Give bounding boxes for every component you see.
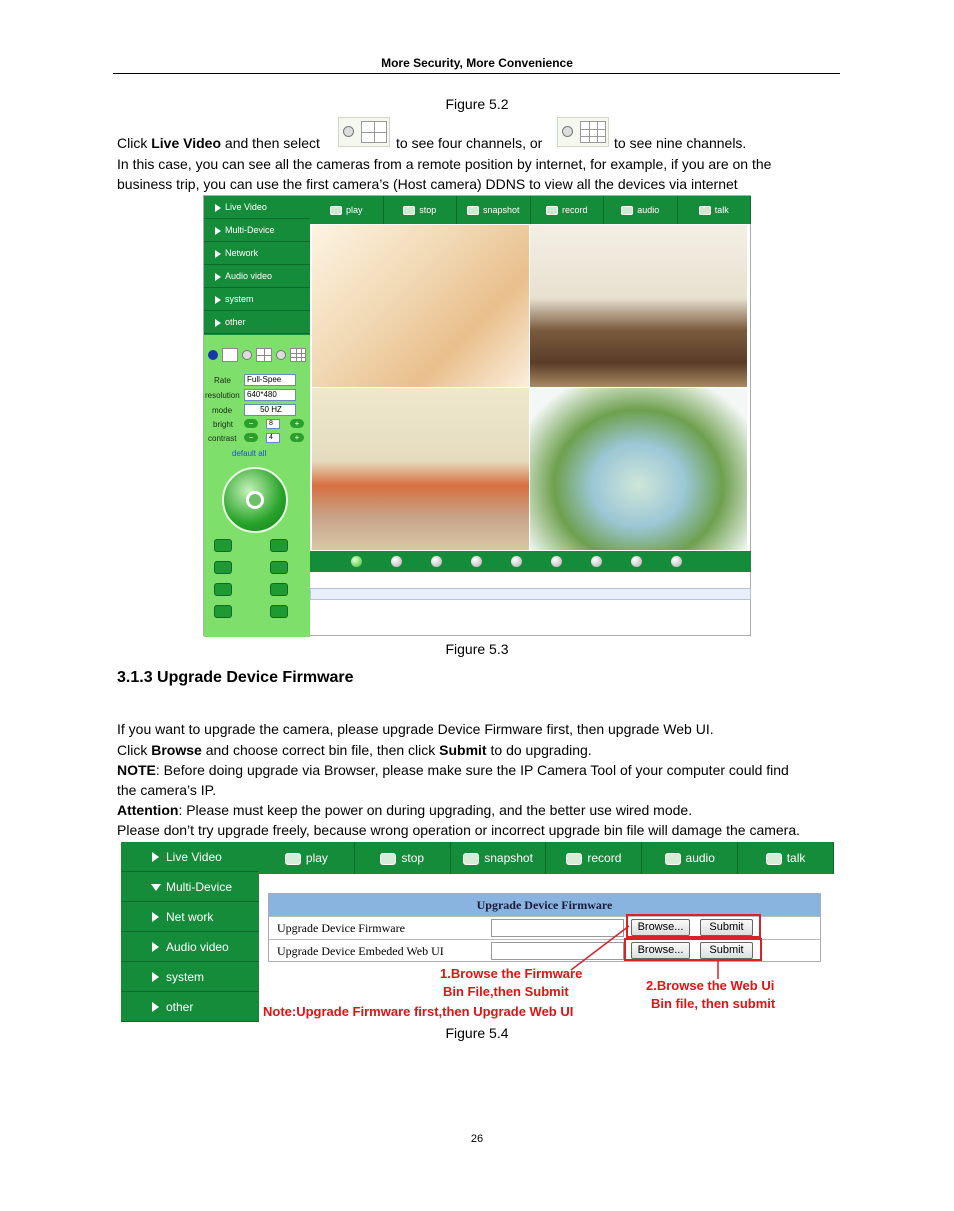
intro-line3: business trip, you can use the first camera’s (Host camera) DDNS to view all the devices via internet: [117, 176, 738, 192]
single-view-icon: [222, 348, 238, 362]
ptz-joystick[interactable]: [222, 467, 288, 533]
four-grid-icon: [256, 348, 272, 362]
fw-menu-multi-device[interactable]: Multi-Device: [121, 872, 259, 902]
mode-select[interactable]: 50 HZ: [244, 404, 296, 416]
section-note-cont: the camera’s IP.: [117, 782, 217, 798]
camera-icon: [467, 206, 479, 215]
channel-view-selector: [208, 346, 308, 364]
channel-dot-7[interactable]: [591, 556, 602, 567]
channel-1-video[interactable]: [312, 225, 529, 387]
record-icon: [546, 206, 558, 215]
nine-grid-icon: [290, 348, 306, 362]
nine-channel-icon: [557, 117, 609, 147]
section-paragraph-1: If you want to upgrade the camera, please upgrade Device Firmware first, then upgrade Web UI.: [117, 721, 714, 737]
section-note: NOTE: Before doing upgrade via Browser, please make sure the IP Camera Tool of your computer could find: [117, 762, 789, 778]
channel-dot-1[interactable]: [351, 556, 362, 567]
fw-menu-audio-video[interactable]: Audio video: [121, 932, 259, 962]
webui-submit-button[interactable]: Submit: [700, 942, 753, 959]
snapshot-button[interactable]: snapshot: [457, 196, 531, 224]
intro-line2: In this case, you can see all the cameras from a remote position by internet, for example, if you are on the: [117, 156, 772, 172]
contrast-minus-button[interactable]: −: [244, 433, 258, 442]
channel-3-video[interactable]: [312, 388, 529, 550]
fw-menu-other[interactable]: other: [121, 992, 259, 1022]
camera-toolbar: [310, 196, 751, 224]
rate-select[interactable]: Full-Spee: [244, 374, 296, 386]
bright-plus-button[interactable]: +: [290, 419, 304, 428]
fw-menu-system[interactable]: system: [121, 962, 259, 992]
menu-other[interactable]: other: [204, 311, 310, 334]
header-rule: [113, 73, 840, 74]
four-channel-icon: [338, 117, 390, 147]
ptz-button-8[interactable]: [270, 605, 288, 618]
fw-snapshot-button[interactable]: snapshot: [451, 842, 547, 874]
ptz-button-6[interactable]: [270, 583, 288, 596]
fw-menu-network[interactable]: Net work: [121, 902, 259, 932]
channel-dot-2[interactable]: [391, 556, 402, 567]
fw-record-button[interactable]: record: [546, 842, 642, 874]
joystick-center-icon: [246, 491, 264, 509]
contrast-plus-button[interactable]: +: [290, 433, 304, 442]
figure-5-3-caption: Figure 5.3: [445, 641, 509, 657]
mode-label: mode: [212, 406, 233, 415]
menu-multi-device[interactable]: Multi-Device: [204, 219, 310, 242]
channel-2-video[interactable]: [530, 225, 747, 387]
ptz-button-3[interactable]: [214, 561, 232, 574]
webui-row-label: Upgrade Device Embeded Web UI: [277, 944, 444, 958]
section-paragraph-2: Click Browse and choose correct bin file, then click Submit to do upgrading.: [117, 742, 592, 758]
section-title: 3.1.3 Upgrade Device Firmware: [117, 669, 354, 686]
webui-browse-button[interactable]: Browse...: [631, 942, 690, 959]
fw-audio-button[interactable]: audio: [642, 842, 738, 874]
ptz-button-7[interactable]: [214, 605, 232, 618]
horizontal-scrollbar[interactable]: [310, 588, 751, 600]
annotation-note-2-line1: 2.Browse the Web Ui: [646, 978, 775, 993]
contrast-label: contrast: [208, 434, 237, 443]
panel-title: Upgrade Device Firmware: [269, 894, 820, 916]
channel-dots-bar: [310, 551, 751, 572]
channel-dot-4[interactable]: [471, 556, 482, 567]
resolution-select[interactable]: 640*480: [244, 389, 296, 401]
default-all-link[interactable]: default all: [232, 449, 267, 458]
stop-icon: [403, 206, 415, 215]
camera-live-video-screenshot: [203, 195, 751, 636]
firmware-row-label: Upgrade Device Firmware: [277, 921, 405, 935]
annotation-note-3: Note:Upgrade Firmware first,then Upgrade Web UI: [263, 1004, 574, 1019]
figure-5-4-caption: Figure 5.4: [445, 1025, 509, 1041]
rate-label: Rate: [214, 376, 231, 385]
menu-system[interactable]: system: [204, 288, 310, 311]
channel-dot-8[interactable]: [631, 556, 642, 567]
fw-play-button[interactable]: play: [259, 842, 355, 874]
channel-dot-9[interactable]: [671, 556, 682, 567]
bright-minus-button[interactable]: −: [244, 419, 258, 428]
channel-dot-5[interactable]: [511, 556, 522, 567]
page-number: 26: [470, 1133, 484, 1145]
play-icon: [330, 206, 342, 215]
menu-audio-video[interactable]: Audio video: [204, 265, 310, 288]
contrast-value: 4: [266, 433, 280, 443]
channel-dot-3[interactable]: [431, 556, 442, 567]
firmware-upgrade-screenshot: [121, 842, 834, 1022]
annotation-note-1-line2: Bin File,then Submit: [443, 984, 569, 999]
play-button[interactable]: play: [310, 196, 384, 224]
microphone-icon: [699, 206, 711, 215]
section-warning: Please don’t try upgrade freely, because wrong operation or incorrect upgrade bin file will damage the camera.: [117, 822, 801, 838]
bright-value: 8: [266, 419, 280, 429]
firmware-submit-button[interactable]: Submit: [700, 919, 753, 936]
radio-four-view[interactable]: [242, 350, 252, 360]
firmware-browse-button[interactable]: Browse...: [631, 919, 690, 936]
talk-button[interactable]: talk: [678, 196, 752, 224]
stop-button[interactable]: stop: [384, 196, 458, 224]
page-header: More Security, More Convenience: [381, 56, 573, 70]
ptz-button-4[interactable]: [270, 561, 288, 574]
fw-menu-live-video[interactable]: Live Video: [121, 842, 259, 872]
bright-label: bright: [213, 420, 234, 429]
section-attention: Attention: Please must keep the power on during upgrading, and the better use wired mode.: [117, 802, 693, 818]
ptz-button-2[interactable]: [270, 539, 288, 552]
intro-line1-part3: to see nine channels.: [614, 135, 747, 151]
resolution-label: resolution: [205, 391, 240, 400]
fw-stop-button[interactable]: stop: [355, 842, 451, 874]
audio-button[interactable]: audio: [604, 196, 678, 224]
menu-network[interactable]: Network: [204, 242, 310, 265]
record-button[interactable]: record: [531, 196, 605, 224]
annotation-note-1-line1: 1.Browse the Firmware: [440, 966, 583, 981]
intro-line1-part1: Click Live Video and then select: [117, 135, 320, 151]
radio-single-view[interactable]: [208, 350, 218, 360]
radio-nine-view[interactable]: [276, 350, 286, 360]
menu-live-video[interactable]: Live Video: [204, 196, 310, 219]
annotation-note-2-line2: Bin file, then submit: [651, 996, 776, 1011]
figure-5-2-caption: Figure 5.2: [445, 96, 509, 112]
channel-4-video[interactable]: [530, 388, 747, 550]
ptz-button-1[interactable]: [214, 539, 232, 552]
fw-talk-button[interactable]: talk: [738, 842, 834, 874]
channel-dot-6[interactable]: [551, 556, 562, 567]
intro-line1-part2: to see four channels, or: [396, 135, 543, 151]
ptz-button-5[interactable]: [214, 583, 232, 596]
camera-menu: [204, 196, 310, 335]
headphones-icon: [621, 206, 633, 215]
